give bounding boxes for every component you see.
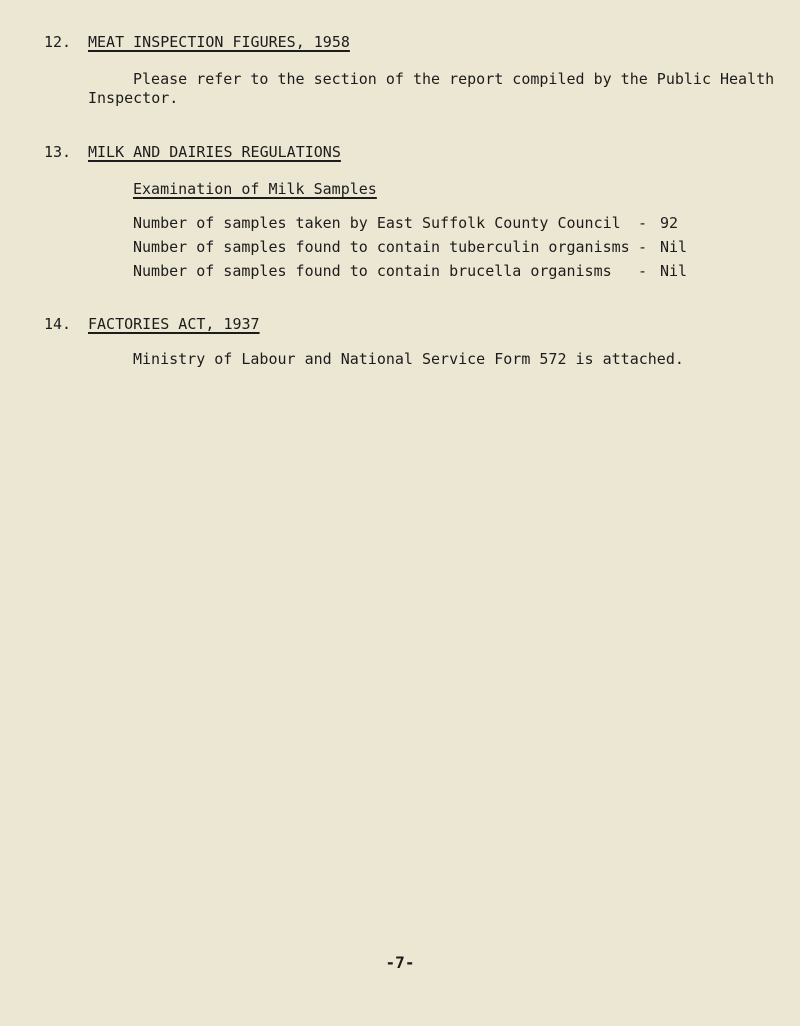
table-row	[133, 238, 698, 256]
row-label: Number of samples found to contain brucella organisms	[133, 262, 612, 280]
row-dash: -	[638, 262, 648, 280]
table-row	[133, 262, 698, 280]
section-heading-meat-inspection: MEAT INSPECTION FIGURES, 1958	[88, 33, 350, 51]
section-12-text-line-2: Inspector.	[88, 89, 179, 107]
section-number-12: 12.	[44, 33, 72, 51]
page-number: -7-	[385, 953, 415, 972]
section-number-13: 13.	[44, 143, 72, 161]
section-14-text: Ministry of Labour and National Service Form 572 is attached.	[133, 350, 684, 368]
subheading-milk-samples: Examination of Milk Samples	[133, 180, 377, 198]
section-12-text-line-1: Please refer to the section of the report compiled by the Public Health	[133, 70, 775, 88]
row-label: Number of samples found to contain tuberculin organisms	[133, 238, 630, 256]
section-number-14: 14.	[44, 315, 72, 333]
row-dash: -	[638, 214, 648, 232]
section-heading-milk-dairies: MILK AND DAIRIES REGULATIONS	[88, 143, 341, 161]
row-value: Nil	[660, 238, 688, 256]
row-value: 92	[660, 214, 679, 232]
row-dash: -	[638, 238, 648, 256]
row-value: Nil	[660, 262, 688, 280]
row-label: Number of samples taken by East Suffolk County Council	[133, 214, 621, 232]
table-row	[133, 214, 698, 232]
section-heading-factories-act: FACTORIES ACT, 1937	[88, 315, 260, 333]
